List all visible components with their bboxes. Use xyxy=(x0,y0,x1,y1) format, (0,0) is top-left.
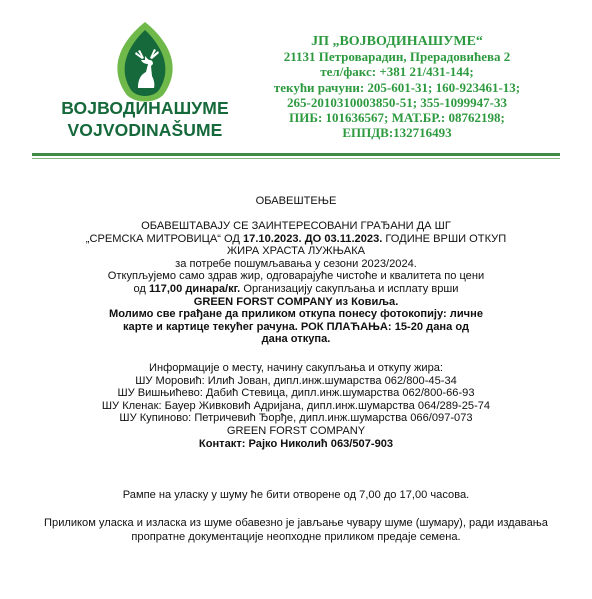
notice-line: пропратне документације неопходне приликом предаје семена. xyxy=(131,530,461,543)
notice-line: ОБАВЕШТАВАЈУ СЕ ЗАИНТЕРЕСОВАНИ ГРАЂАНИ ДА ШГ xyxy=(141,220,451,232)
org-accounts-1: текући рачуни: 205-601-31; 160-923461-13; xyxy=(273,79,521,95)
contact-item: ШУ Моровић: Илић Јован, дипл.инж.шумарства 062/800-45-34 xyxy=(135,374,457,387)
contact-item: ШУ Купиново: Петричевић Ђорђе, дипл.инж.шумарства 066/097-073 xyxy=(119,412,473,425)
text-run: од xyxy=(133,282,149,295)
end-date: 03.11.2023. xyxy=(324,232,383,245)
forest-passage-note xyxy=(20,517,572,544)
notice-line: дана откупа. xyxy=(261,333,331,346)
organization-header xyxy=(232,34,562,140)
start-date: 17.10.2023. xyxy=(243,232,302,245)
text-run: ДО xyxy=(301,232,325,245)
contact-item: ШУ Кленак: Бауер Живковић Адријана, дипл.инж.шумарства 064/289-25-74 xyxy=(101,399,491,412)
info-heading: Информације о месту, начину сакупљања и откупу жира: xyxy=(148,362,444,374)
notice-line: ЖИРА ХРАСТА ЛУЖЊАКА xyxy=(226,245,366,258)
notice-line: за потребе пошумљавања у сезони 2023/2024. xyxy=(175,257,417,270)
text-run: ГОДИНЕ ВРШИ ОТКУП xyxy=(382,232,507,245)
org-name: ЈП „ВОЈВОДИНАШУМЕ“ xyxy=(311,34,483,49)
header-divider xyxy=(32,153,560,156)
text-run: „СРЕМСКА МИТРОВИЦА“ ОД xyxy=(85,232,244,245)
barrier-hours: Рампе на уласку у шуму ће бити отворене од 7,00 до 17,00 часова. xyxy=(122,489,470,501)
info-block xyxy=(20,362,572,450)
notice-line: Приликом уласка и изласка из шуме обавезно је јављање чувару шуме (шумару), ради издавања xyxy=(44,517,548,529)
header-divider-thin xyxy=(32,158,560,159)
notice-line: Откупљујемо само здрав жир, одговарајуће чистоће и квалитета по цени xyxy=(107,270,485,283)
notice-line: GREEN FORST COMPANY из Ковиља. xyxy=(193,295,399,308)
notice-line: карте и картице текућег рачуна. РОК ПЛАЋАЊА: 15-20 дана од xyxy=(123,320,469,333)
org-vat-id: ЕППДВ:132716493 xyxy=(342,125,452,141)
notice-body xyxy=(20,220,572,346)
org-address: 21131 Петроварадин, Прерадовићева 2 xyxy=(283,49,511,65)
notice-title: ОБАВЕШТЕЊЕ xyxy=(255,195,337,207)
contact-person: Контакт: Рајко Николић 063/507-903 xyxy=(198,437,394,450)
price: 117,00 динара/кг. xyxy=(148,282,241,295)
text-run: Организацију сакупљања и исплату врши xyxy=(240,282,459,295)
deer-leaf-icon xyxy=(104,20,186,108)
notice-line-dates xyxy=(20,233,572,246)
company-name: GREEN FORST COMPANY xyxy=(226,424,366,437)
logo-text-latin: VOJVODINAŠUME xyxy=(67,120,223,140)
org-accounts-2: 265-2010310003850-51; 355-1099947-33 xyxy=(287,94,507,110)
org-tax-id: ПИБ: 101636567; МАТ.БР.: 08762198; xyxy=(289,110,505,126)
org-phone: тел/факс: +381 21/431-144; xyxy=(320,64,474,80)
notice-line-price xyxy=(20,283,572,296)
logo-text-cyrillic: ВОЈВОДИНАШУМЕ xyxy=(61,98,229,118)
notice-line: Молимо све грађане да приликом откупа понесу фотокопију: личне xyxy=(109,308,483,321)
contact-item: ШУ Вишњићево: Дабић Стевица, дипл.инж.шумарства 062/800-66-93 xyxy=(117,387,475,400)
